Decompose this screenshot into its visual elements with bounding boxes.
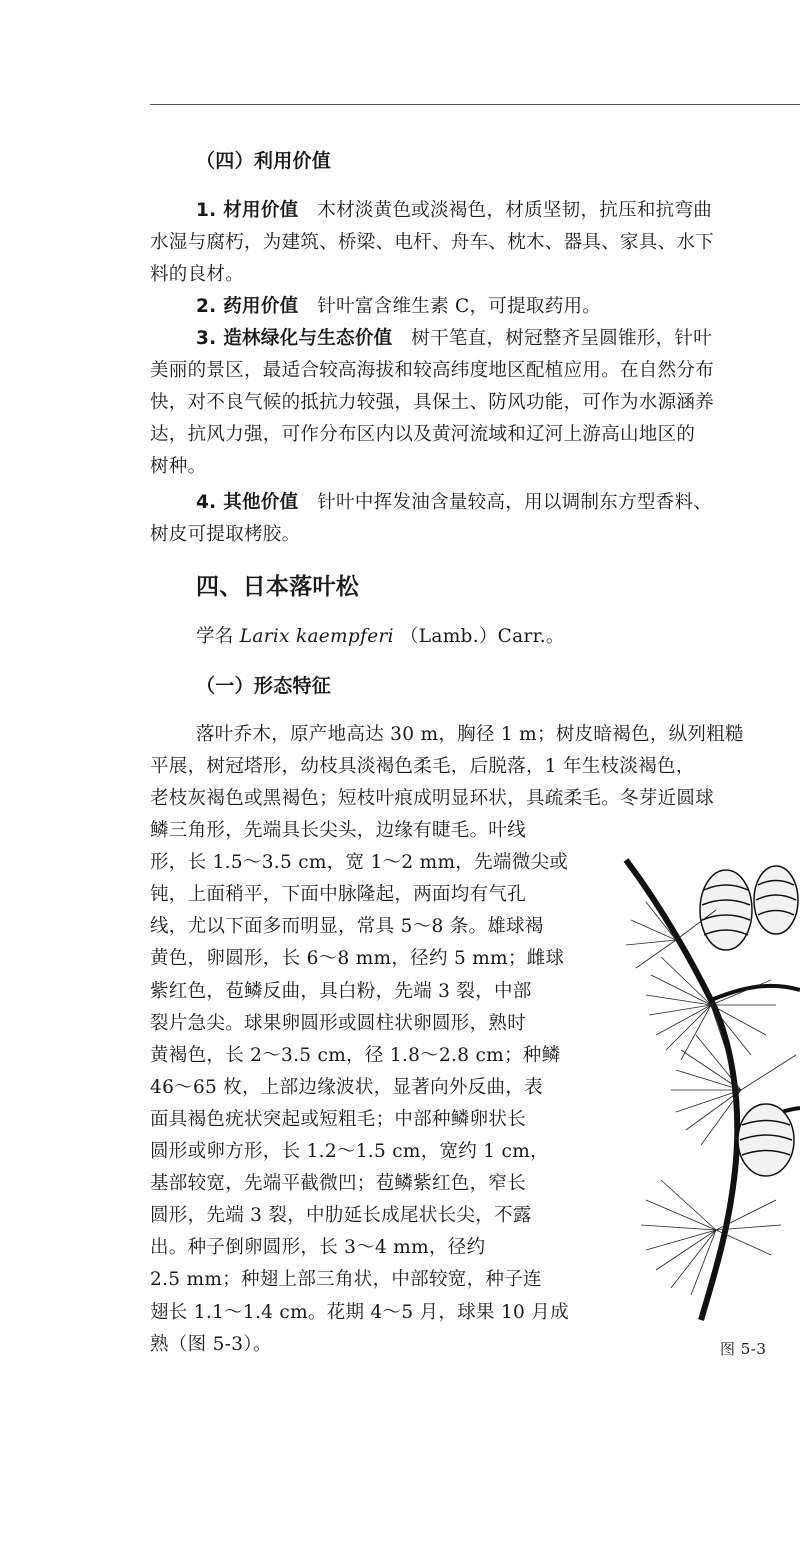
- section-heading-use-value: （四）利用价值: [196, 150, 332, 172]
- morphology-narrow-line: 紫红色，苞鳞反曲，具白粉，先端 3 裂，中部: [150, 981, 532, 1002]
- morphology-narrow-line: 基部较宽，先端平截微凹；苞鳞紫红色，窄长: [150, 1173, 527, 1194]
- scientific-name: Larix kaempferi: [239, 626, 394, 647]
- scientific-name-line: 学名 Larix kaempferi （Lamb.）Carr.。: [196, 626, 565, 647]
- paragraph-ecology-line-5: 树种。: [150, 456, 207, 477]
- morphology-narrow-line: 翅长 1.1～1.4 cm。花期 4～5 月，球果 10 月成: [150, 1302, 569, 1323]
- paragraph-timber-line-1: 1. 材用价值 木材淡黄色或淡褐色，材质坚韧，抗压和抗弯曲: [196, 200, 713, 221]
- timber-value-label: 1. 材用价值: [196, 200, 299, 221]
- morphology-narrow-line: 线，尤以下面多而明显，常具 5～8 条。雄球褐: [150, 916, 544, 937]
- morphology-narrow-line: 46～65 枚，上部边缘波状，显著向外反曲，表: [150, 1077, 543, 1098]
- morphology-narrow-line: 黄褐色，长 2～3.5 cm，径 1.8～2.8 cm；种鳞: [150, 1045, 561, 1066]
- morphology-narrow-line: 出。种子倒卵圆形，长 3～4 mm，径约: [150, 1237, 486, 1258]
- paragraph-medicinal-line-1: 2. 药用价值 针叶富含维生素 C，可提取药用。: [196, 296, 602, 317]
- morphology-narrow-line: 圆形或卵方形，长 1.2～1.5 cm，宽约 1 cm，: [150, 1141, 549, 1162]
- figure-caption: 图 5-3: [720, 1340, 767, 1358]
- morphology-narrow-line: 面具褐色疣状突起或短粗毛；中部种鳞卵状长: [150, 1109, 527, 1130]
- other-value-label: 4. 其他价值: [196, 492, 299, 513]
- morphology-narrow-line: 钝，上面稍平，下面中脉隆起，两面均有气孔: [150, 884, 527, 905]
- species-title: 四、日本落叶松: [196, 574, 360, 600]
- larch-branch-illustration: [616, 840, 800, 1330]
- morphology-narrow-line: 2.5 mm；种翅上部三角状，中部较宽，种子连: [150, 1269, 542, 1290]
- morphology-narrow-line: 圆形，先端 3 裂，中肋延长成尾状长尖，不露: [150, 1205, 532, 1226]
- section-heading-morphology: （一）形态特征: [196, 675, 332, 697]
- morphology-line-1: 落叶乔木，原产地高达 30 m，胸径 1 m；树皮暗褐色，纵列粗糙: [196, 724, 744, 745]
- paragraph-other-line-2: 树皮可提取栲胶。: [150, 524, 301, 545]
- ecology-value-label: 3. 造林绿化与生态价值: [196, 328, 393, 349]
- morphology-narrow-line: 熟（图 5-3）。: [150, 1334, 272, 1355]
- morphology-line-3: 老枝灰褐色或黑褐色；短枝叶痕成明显环状，具疏柔毛。冬芽近圆球: [150, 788, 715, 809]
- paragraph-timber-line-2: 水湿与腐朽，为建筑、桥梁、电杆、舟车、枕木、器具、家具、水下: [150, 232, 715, 253]
- morphology-line-2: 平展，树冠塔形，幼枝具淡褐色柔毛，后脱落，1 年生枝淡褐色，: [150, 756, 695, 777]
- morphology-narrow-line: 形，长 1.5～3.5 cm，宽 1～2 mm，先端微尖或: [150, 852, 569, 873]
- morphology-narrow-line: 鳞三角形，先端具长尖头，边缘有睫毛。叶线: [150, 820, 527, 841]
- morphology-narrow-line: 裂片急尖。球果卵圆形或圆柱状卵圆形，熟时: [150, 1013, 527, 1034]
- paragraph-other-line-1: 4. 其他价值 针叶中挥发油含量较高，用以调制东方型香料、: [196, 492, 713, 513]
- paragraph-ecology-line-3: 快，对不良气候的抵抗力较强，具保土、防风功能，可作为水源涵养: [150, 392, 715, 413]
- morphology-narrow-line: 黄色，卵圆形，长 6～8 mm，径约 5 mm；雌球: [150, 948, 565, 969]
- header-rule: [150, 104, 800, 105]
- larch-drawing: [616, 840, 800, 1330]
- paragraph-ecology-line-4: 达，抗风力强，可作分布区内以及黄河流域和辽河上游高山地区的: [150, 424, 696, 445]
- medicinal-value-label: 2. 药用价值: [196, 296, 299, 317]
- paragraph-ecology-line-1: 3. 造林绿化与生态价值 树干笔直，树冠整齐呈圆锥形，针叶: [196, 328, 713, 349]
- paragraph-ecology-line-2: 美丽的景区，最适合较高海拔和较高纬度地区配植应用。在自然分布: [150, 360, 715, 381]
- paragraph-timber-line-3: 料的良材。: [150, 264, 245, 285]
